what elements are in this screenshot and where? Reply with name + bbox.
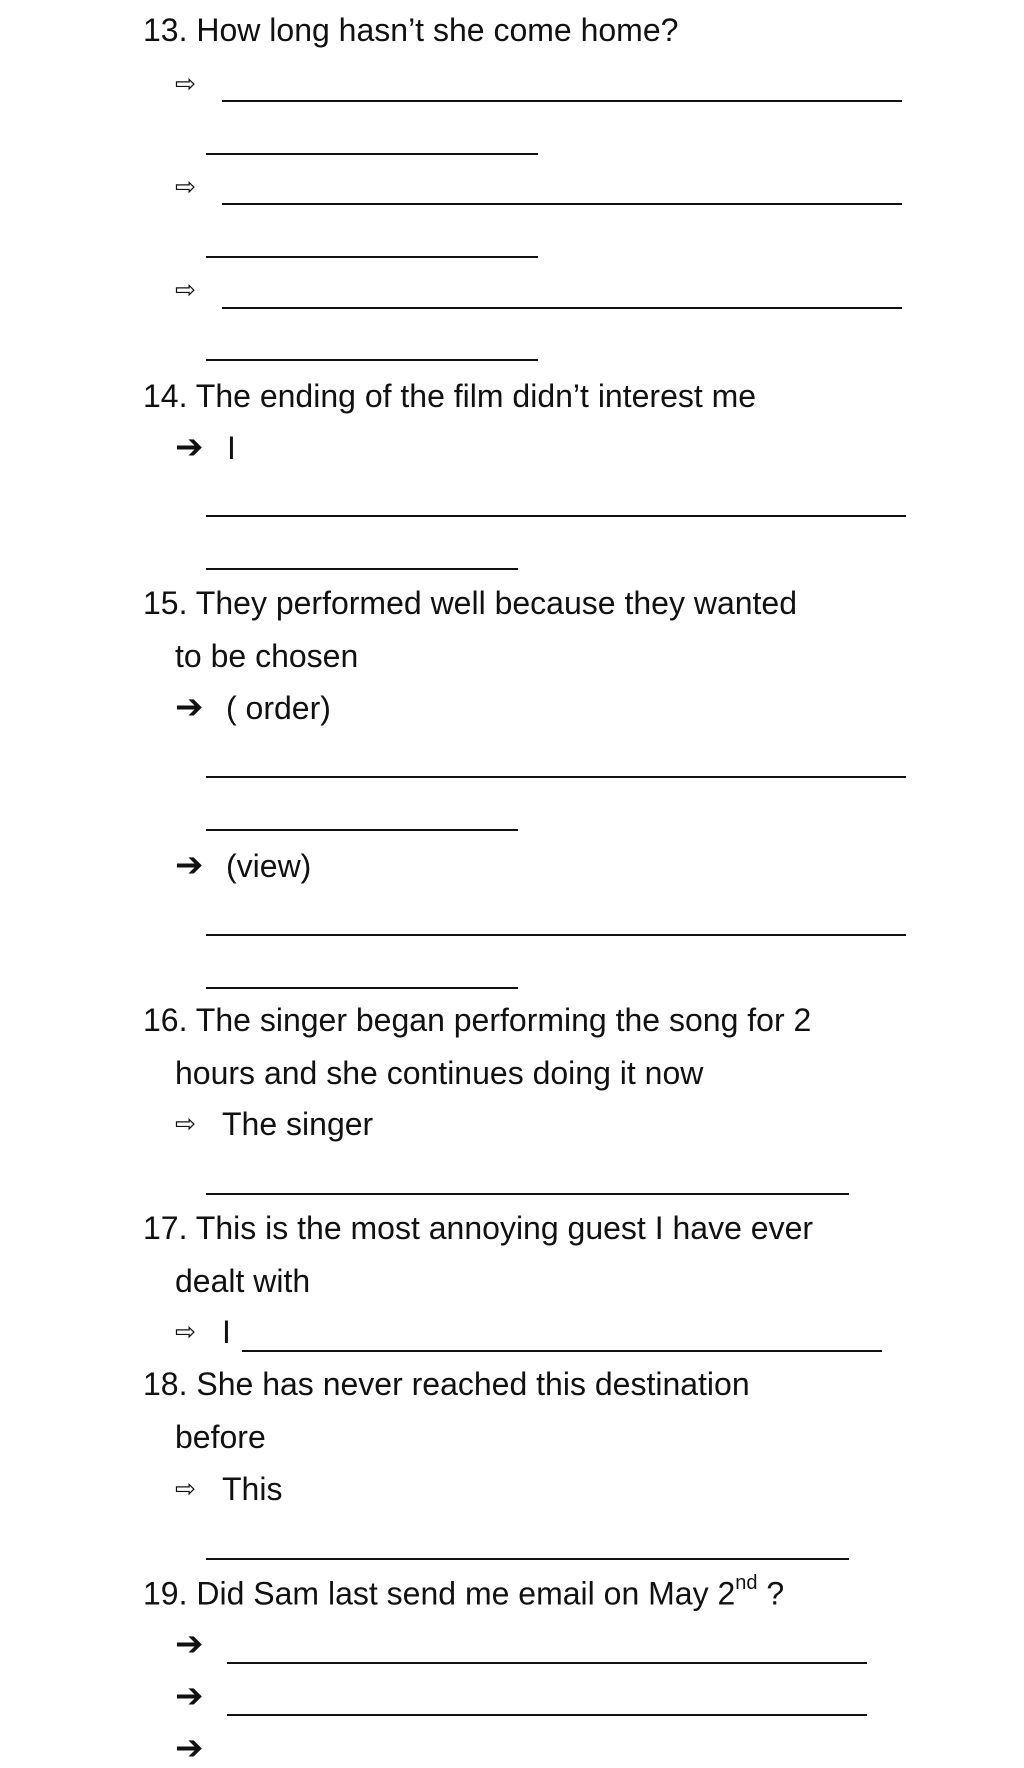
answer-line[interactable] [206, 776, 906, 778]
answer-line[interactable] [222, 100, 902, 102]
ordinal-suffix: nd [735, 1572, 758, 1594]
hollow-arrow-icon: ⇨ [175, 1109, 196, 1138]
hollow-arrow-icon: ⇨ [175, 69, 196, 98]
answer-line[interactable] [206, 256, 538, 258]
question-16-line1: 16. The singer began performing the song for 2 [143, 1002, 812, 1038]
answer-line[interactable] [227, 1714, 867, 1716]
solid-arrow-icon: ➔ [175, 1676, 204, 1716]
hollow-arrow-icon: ⇨ [175, 1474, 196, 1503]
question-16-line2: hours and she continues doing it now [175, 1055, 704, 1091]
solid-arrow-icon: ➔ [175, 687, 204, 727]
question-15-line2: to be chosen [175, 638, 359, 674]
solid-arrow-icon: ➔ [175, 1624, 204, 1664]
solid-arrow-icon: ➔ [175, 1728, 204, 1768]
hollow-arrow-icon: ⇨ [175, 172, 196, 201]
answer-line[interactable] [206, 829, 518, 831]
question-13: 13. How long hasn’t she come home? [143, 12, 679, 48]
answer-line[interactable] [206, 1558, 849, 1560]
solid-arrow-icon: ➔ [175, 427, 204, 467]
answer-start: This [222, 1471, 283, 1507]
answer-line[interactable] [222, 203, 902, 205]
answer-line[interactable] [206, 359, 538, 361]
question-19-main: 19. Did Sam last send me email on May 2 [143, 1575, 736, 1612]
solid-arrow-icon: ➔ [175, 845, 204, 885]
answer-line[interactable] [206, 934, 906, 936]
answer-start: The singer [222, 1106, 374, 1142]
answer-line[interactable] [206, 987, 518, 989]
answer-line[interactable] [222, 307, 902, 309]
answer-line[interactable] [227, 1662, 867, 1664]
cue-order: ( order) [226, 690, 331, 726]
hollow-arrow-icon: ⇨ [175, 1317, 196, 1346]
answer-line[interactable] [206, 1193, 849, 1195]
question-17-line1: 17. This is the most annoying guest I have ever [143, 1210, 814, 1246]
hollow-arrow-icon: ⇨ [175, 275, 196, 304]
answer-line[interactable] [206, 515, 906, 517]
question-19 [143, 1572, 785, 1612]
answer-start: I [222, 1314, 231, 1350]
answer-start: I [227, 430, 236, 466]
answer-line[interactable] [242, 1350, 882, 1352]
answer-line[interactable] [206, 568, 518, 570]
question-18-line1: 18. She has never reached this destination [143, 1366, 750, 1402]
cue-view: (view) [226, 848, 312, 884]
question-14: 14. The ending of the film didn’t interest me [143, 378, 757, 414]
question-19-end: ? [757, 1575, 785, 1612]
question-17-line2: dealt with [175, 1263, 311, 1299]
question-15-line1: 15. They performed well because they wanted [143, 585, 798, 621]
question-18-line2: before [175, 1419, 266, 1455]
answer-line[interactable] [206, 153, 538, 155]
